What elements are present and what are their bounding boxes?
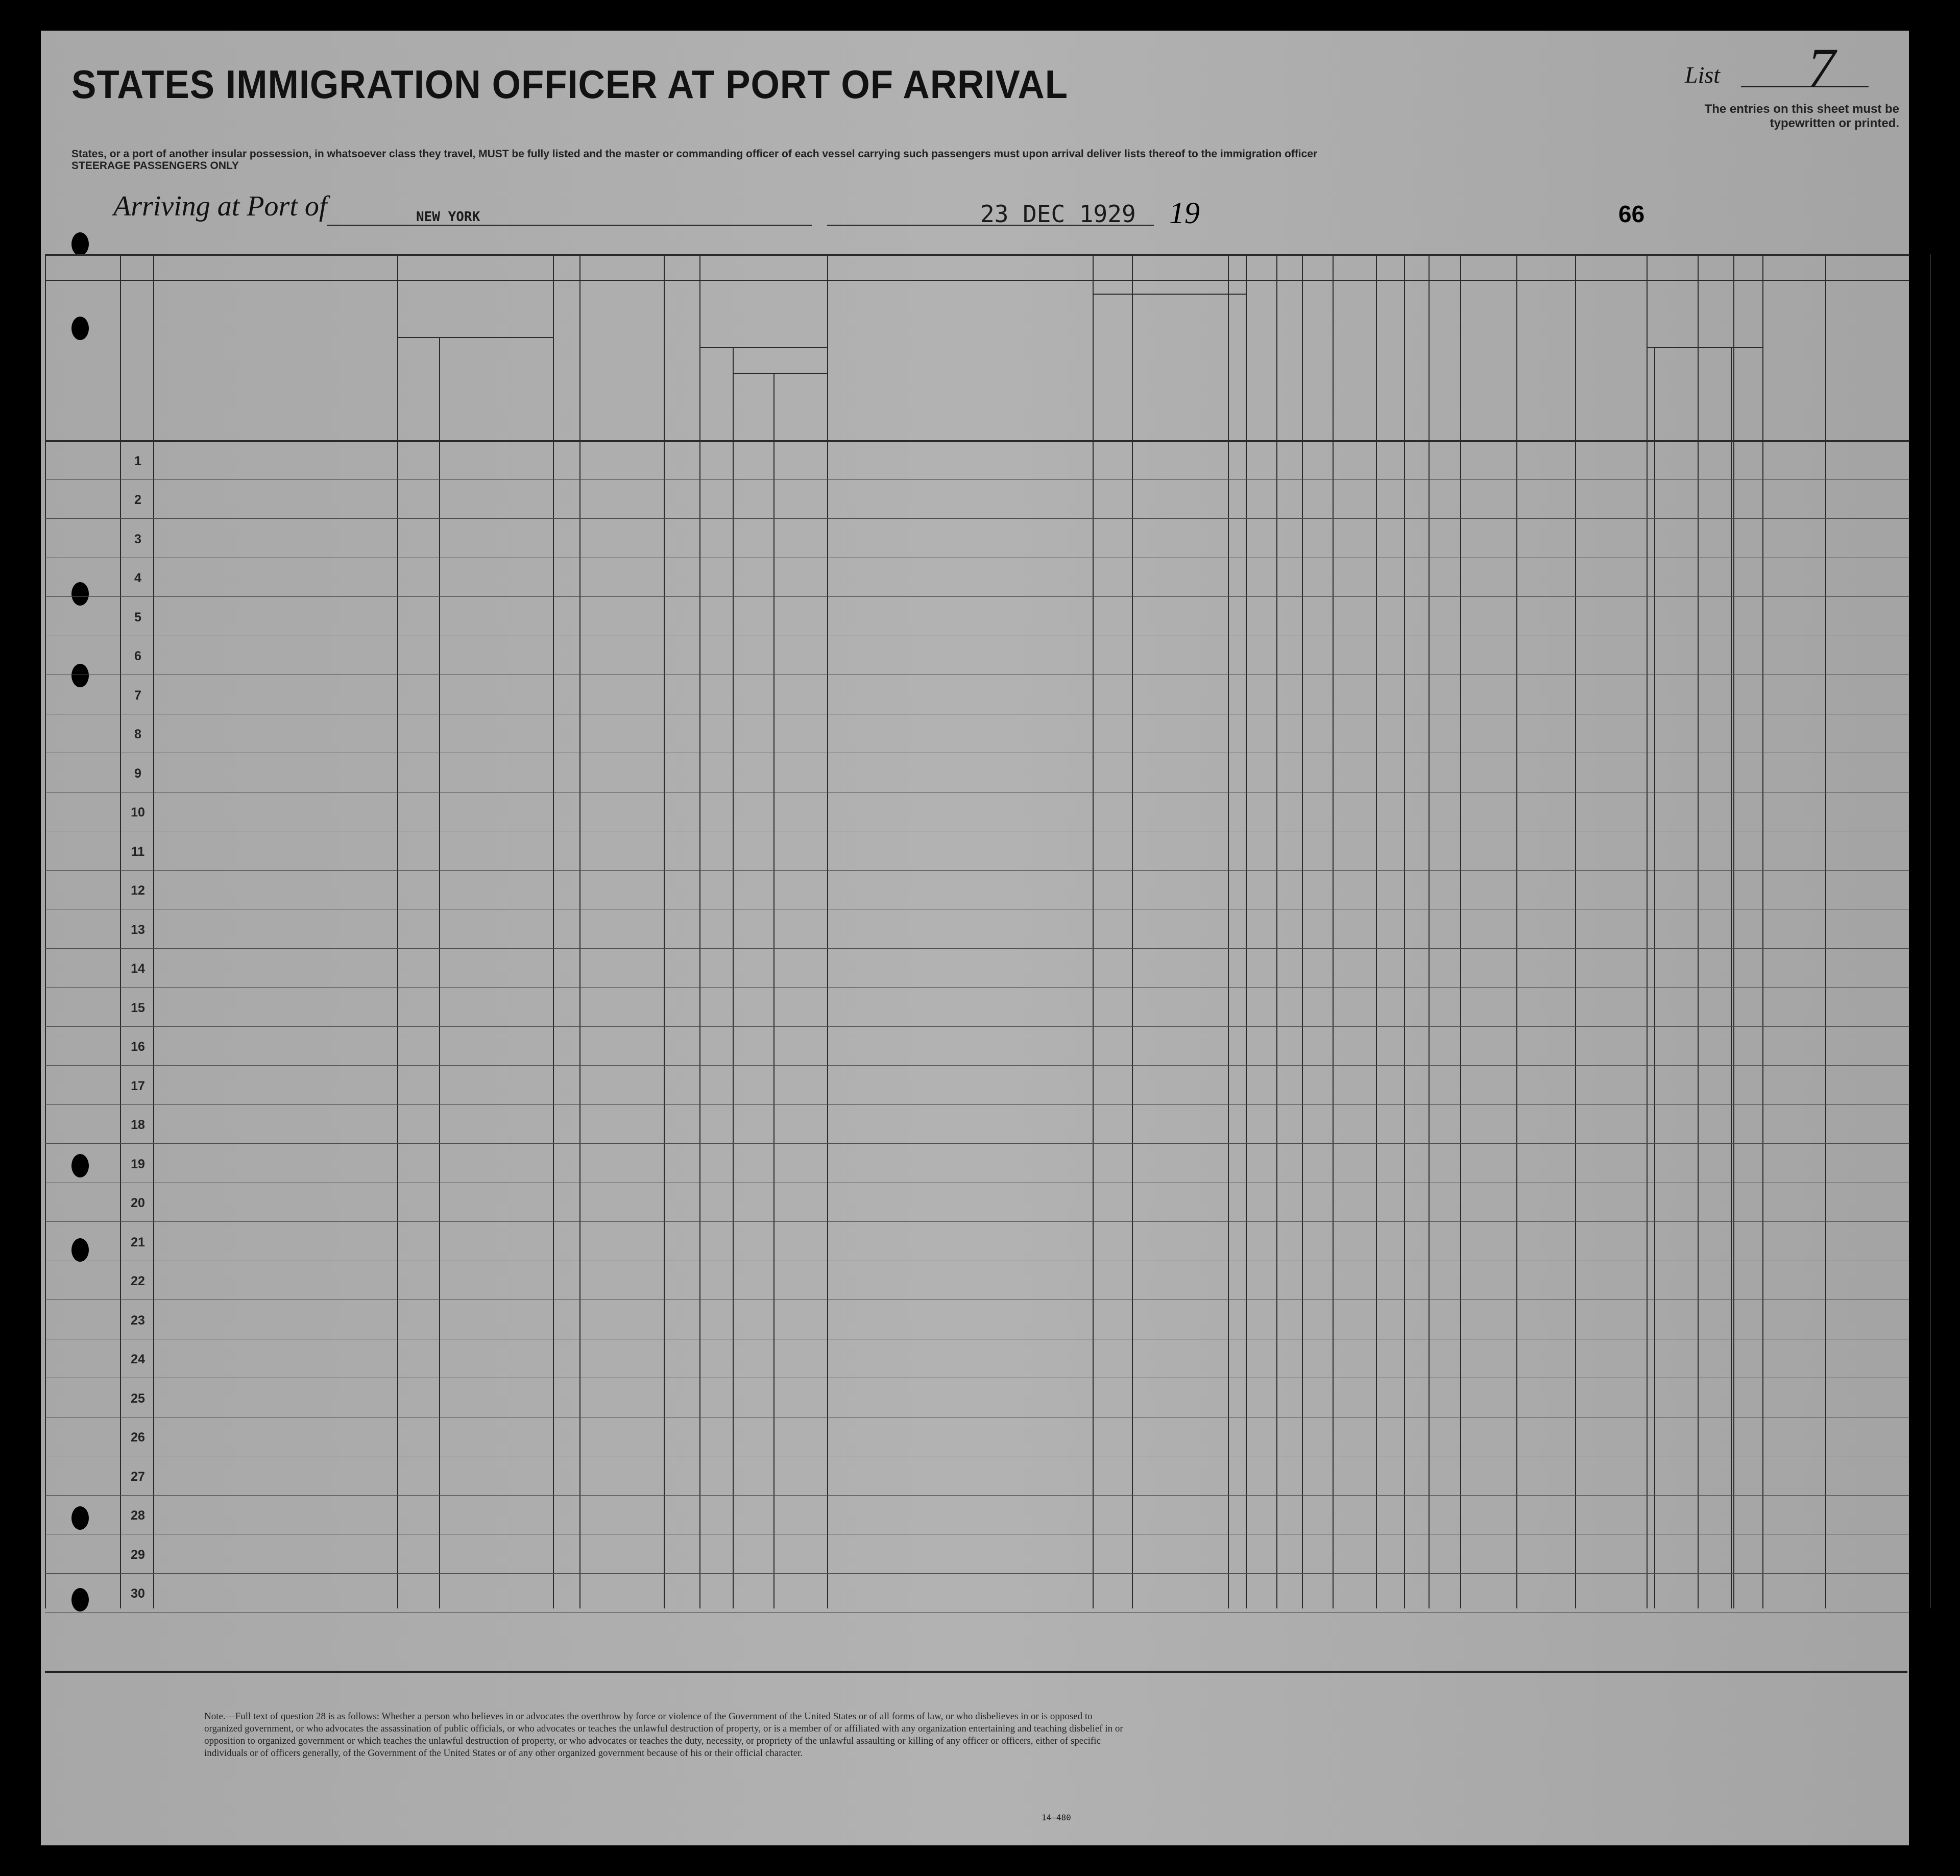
column-rule [1302, 254, 1303, 1608]
row-number: 9 [134, 766, 141, 781]
column-rule [1333, 254, 1334, 1608]
row-number: 29 [131, 1547, 145, 1562]
port-value: NEW YORK [416, 209, 480, 225]
color-subrule [1687, 347, 1762, 348]
column-rule [1698, 254, 1699, 1608]
punch-hole [71, 317, 89, 340]
header-purpose-b [1136, 306, 1156, 434]
punch-hole [71, 232, 89, 256]
header-possession-50 [666, 288, 687, 411]
punch-hole [71, 664, 89, 687]
row-number: 13 [131, 922, 145, 937]
form-subtitle: States, or a port of another insular possession, in whatsoever class they travel, MUST be fully listed and the master or commanding officer of each vessel carrying such passengers must upon arrival deliver lists thereof to the immigration officer [71, 148, 1318, 160]
destination-subrule [397, 337, 553, 338]
column-rule [1376, 254, 1377, 1608]
column-rule [1930, 254, 1931, 1608]
row-rule [45, 1612, 1909, 1613]
purpose-subrule [1093, 294, 1246, 295]
column-rule [1404, 254, 1405, 1608]
entries-note: The entries on this sheet must be typewritten or printed. [1704, 102, 1899, 130]
column-rule [1460, 254, 1461, 1608]
column-rule [1647, 254, 1648, 1608]
row-number: 12 [131, 883, 145, 898]
table-top-rule [45, 254, 1909, 256]
punch-hole [71, 1588, 89, 1612]
header-prison [1248, 296, 1269, 434]
header-ticket [554, 294, 574, 426]
arrival-date: 23 DEC 1929 [980, 200, 1136, 228]
row-rule [45, 1221, 1909, 1222]
state-city-rule [439, 337, 440, 1608]
row-rule [45, 1104, 1909, 1105]
header-polygamist [1279, 296, 1299, 434]
form-code: 14—480 [1042, 1813, 1071, 1822]
column-rule [120, 254, 121, 1608]
before-subrule [699, 347, 827, 348]
row-number: 5 [134, 610, 141, 624]
feet-inches-rule [1654, 347, 1655, 1608]
row-number: 4 [134, 571, 141, 585]
row-number: 24 [131, 1352, 145, 1366]
header-offer [1378, 296, 1399, 434]
row-number: 17 [131, 1078, 145, 1093]
row-rule [45, 987, 1909, 988]
row-rule [45, 518, 1909, 519]
column-rule [664, 254, 665, 1608]
column-rule [45, 254, 46, 1608]
row-number: 16 [131, 1040, 145, 1054]
row-number: 20 [131, 1196, 145, 1210]
row-number: 11 [131, 844, 145, 859]
row-number: 2 [134, 493, 141, 507]
row-rule [45, 479, 1909, 480]
row-rule [45, 870, 1909, 871]
column-number-rule [45, 280, 1909, 281]
row-number: 25 [131, 1391, 145, 1406]
column-rule [1429, 254, 1430, 1608]
column-rule [1132, 254, 1133, 1608]
row-number: 28 [131, 1508, 145, 1523]
row-number: 3 [134, 532, 141, 546]
row-rule [45, 1026, 1909, 1027]
list-underline [1741, 86, 1869, 87]
row-number: 23 [131, 1313, 145, 1328]
punch-hole [71, 582, 89, 606]
row-rule [45, 1143, 1909, 1144]
column-rule [827, 254, 828, 1608]
row-rule [45, 1065, 1909, 1066]
punch-hole [71, 1238, 89, 1262]
row-number: 22 [131, 1274, 145, 1288]
row-rule [45, 596, 1909, 597]
column-rule [579, 254, 580, 1608]
punch-hole [71, 1506, 89, 1530]
column-rule [1276, 254, 1277, 1608]
row-number: 7 [134, 688, 141, 703]
row-number: 27 [131, 1469, 145, 1484]
if-yes-subrule [733, 373, 827, 374]
header-anarchist [1304, 296, 1325, 434]
form-title: STATES IMMIGRATION OFFICER AT PORT OF ARRIVAL [71, 62, 1068, 107]
yes-no-rule [733, 347, 734, 1608]
header-overthrow [1335, 296, 1356, 434]
row-rule [45, 1573, 1909, 1574]
row-number: 1 [134, 453, 141, 468]
column-rule [1825, 254, 1826, 1608]
column-rule [1516, 254, 1517, 1608]
page-number: 66 [1618, 201, 1645, 227]
row-number: 10 [131, 805, 145, 820]
header-deported [1430, 296, 1450, 434]
column-rule [1228, 254, 1229, 1608]
years-where-rule [773, 373, 775, 1608]
column-rule [153, 254, 154, 1608]
row-number: 18 [131, 1118, 145, 1132]
row-number: 19 [131, 1157, 145, 1171]
header-bottom-rule [45, 440, 1909, 442]
column-rule [699, 254, 700, 1608]
row-number: 6 [134, 649, 141, 663]
arriving-label: Arriving at Port of [113, 190, 327, 222]
punch-hole [71, 1154, 89, 1177]
row-number: 21 [131, 1235, 145, 1249]
row-number: 8 [134, 727, 141, 741]
column-rule [1762, 254, 1763, 1608]
column-rule [553, 254, 554, 1608]
header-purpose-a [1095, 306, 1116, 434]
row-number: 26 [131, 1430, 145, 1445]
column-rule [1246, 254, 1247, 1608]
footnote: Note.—Full text of question 28 is as follows: Whether a person who believes in or advocates the overthrow by force or violence of the Government of the United States or of all forms of law, or who disbelieves in or is opposed to organized government, or who advocates the assassination of public officials, or who advocates or teaches the unlawful destruction of property, or is a member of or affiliated with any organization entertaining and teaching disbelief in or opposition to organized government or which teaches the unlawful destruction of property, or who advocates or teaches the duty, necessity, or propriety of the unlawful assaulting or killing of any officer or officers, either of specific individuals or of officers generally, of the Government of the United States or of any other organized government because of his or their official character. [204, 1711, 1123, 1759]
list-label: List [1685, 62, 1721, 88]
port-line [327, 225, 812, 226]
column-rule [1733, 254, 1734, 1608]
column-rule [1575, 254, 1576, 1608]
row-rule [45, 948, 1909, 949]
table-bottom-rule [45, 1671, 1907, 1673]
row-number: 14 [131, 961, 145, 976]
header-purpose-c [1230, 306, 1251, 434]
list-number: 7 [1807, 37, 1835, 99]
steerage-label: STEERAGE PASSENGERS ONLY [71, 160, 239, 172]
row-number: 15 [131, 1000, 145, 1015]
column-rule [397, 254, 398, 1608]
row-rule [45, 1495, 1909, 1496]
year-prefix: 19 [1169, 196, 1200, 230]
row-number: 30 [131, 1586, 145, 1601]
column-rule [1093, 254, 1094, 1608]
hair-eyes-rule [1731, 347, 1732, 1608]
